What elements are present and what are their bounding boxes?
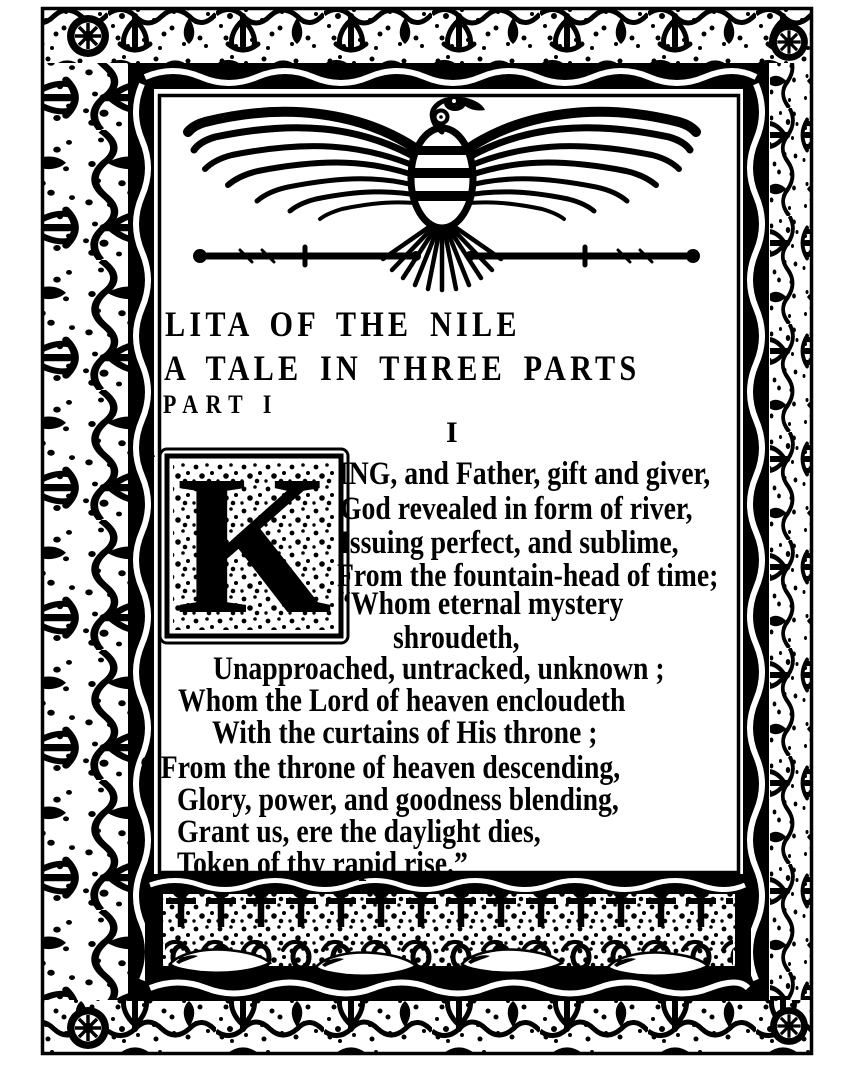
poem-line: shroudeth,	[393, 620, 520, 656]
dropcap-letter: K	[176, 435, 332, 656]
poem-line: ING, and Father, gift and giver,	[338, 456, 711, 492]
corner-rosette-top-right	[770, 23, 808, 61]
corner-rosette-bottom-left	[67, 1007, 109, 1049]
part-label: PART I	[163, 390, 279, 419]
poem-line: Token of thy rapid rise.”	[177, 846, 468, 882]
poem-line: Glory, power, and goodness blending,	[177, 782, 619, 818]
opening-quote-mark: “	[139, 449, 156, 486]
section-numeral: I	[446, 416, 458, 449]
corner-rosette-top-left	[67, 15, 109, 57]
poem-line: “Whom eternal mystery	[337, 586, 624, 622]
corner-rosette-bottom-right	[770, 1007, 808, 1045]
poem-line: Whom the Lord of heaven encloudeth	[178, 683, 626, 719]
poem-line: Grant us, ere the daylight dies,	[177, 814, 541, 850]
poem-line: Issuing perfect, and sublime,	[339, 525, 679, 561]
poem-line: “ From the throne of heaven descending,	[140, 750, 621, 786]
title-line-2: A TALE IN THREE PARTS	[164, 348, 641, 388]
poem-line: From the fountain-head of time;	[337, 558, 719, 594]
title-line-1: LITA OF THE NILE	[165, 304, 521, 344]
ankh-wave-band	[145, 874, 751, 998]
poem-line: With the curtains of His throne ;	[212, 715, 598, 751]
poem-line: Unapproached, untracked, unknown ;	[213, 651, 665, 687]
poem-line: God revealed in form of river,	[340, 491, 693, 527]
dropcap-box	[160, 435, 348, 656]
